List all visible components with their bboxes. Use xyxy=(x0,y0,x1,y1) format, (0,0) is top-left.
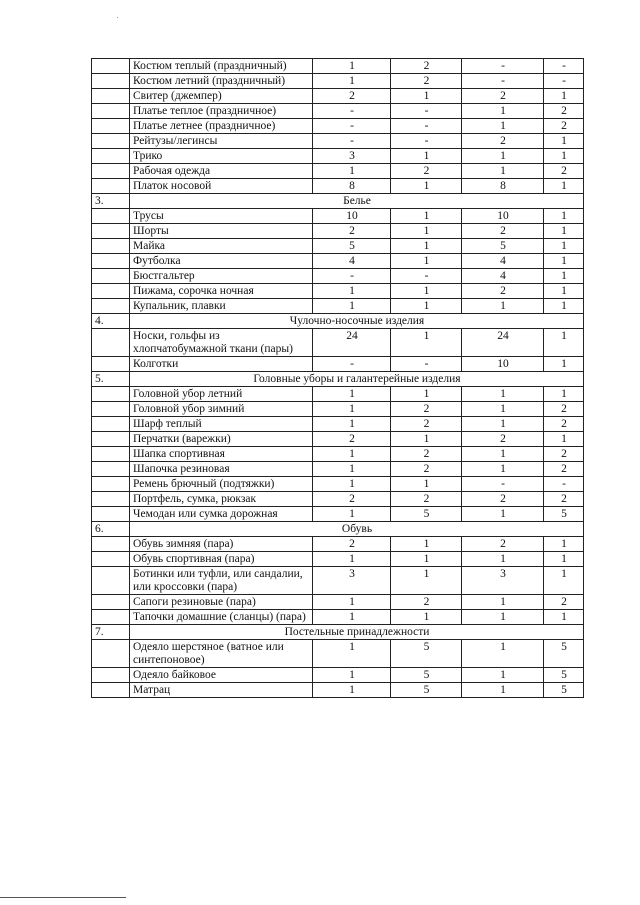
value-cell-3: 1 xyxy=(462,552,544,567)
value-cell-3: 1 xyxy=(462,462,544,477)
section-title: Белье xyxy=(130,194,584,209)
value-cell-1: 1 xyxy=(313,552,391,567)
footnote-separator xyxy=(0,897,126,898)
value-cell-2: 2 xyxy=(391,402,462,417)
row-number-cell xyxy=(92,149,130,164)
value-cell-3: 1 xyxy=(462,387,544,402)
value-cell-3: 1 xyxy=(462,610,544,625)
value-cell-1: 24 xyxy=(313,329,391,357)
value-cell-3: 2 xyxy=(462,224,544,239)
row-number-cell xyxy=(92,179,130,194)
value-cell-1: 1 xyxy=(313,299,391,314)
value-cell-4: 1 xyxy=(544,134,584,149)
row-number-cell xyxy=(92,610,130,625)
value-cell-3: - xyxy=(462,59,544,74)
row-number-cell xyxy=(92,224,130,239)
value-cell-4: 1 xyxy=(544,284,584,299)
table-row xyxy=(92,224,584,239)
value-cell-1: 1 xyxy=(313,164,391,179)
row-number-cell xyxy=(92,254,130,269)
item-name: Пижама, сорочка ночная xyxy=(130,284,313,299)
value-cell-4: 1 xyxy=(544,357,584,372)
section-number: 3. xyxy=(92,194,130,209)
section-number: 7. xyxy=(92,625,130,640)
row-number-cell xyxy=(92,640,130,668)
value-cell-2: 1 xyxy=(391,610,462,625)
item-name: Обувь зимняя (пара) xyxy=(130,537,313,552)
table-row xyxy=(92,149,584,164)
table-row xyxy=(92,134,584,149)
value-cell-4: 1 xyxy=(544,387,584,402)
section-row xyxy=(92,314,584,329)
table-row xyxy=(92,668,584,683)
value-cell-2: 1 xyxy=(391,254,462,269)
value-cell-4: 1 xyxy=(544,149,584,164)
value-cell-3: 2 xyxy=(462,537,544,552)
table-row xyxy=(92,417,584,432)
table-row xyxy=(92,387,584,402)
value-cell-4: 2 xyxy=(544,417,584,432)
value-cell-2: 1 xyxy=(391,329,462,357)
value-cell-4: 5 xyxy=(544,507,584,522)
item-name: Обувь спортивная (пара) xyxy=(130,552,313,567)
section-title: Обувь xyxy=(130,522,584,537)
value-cell-2: 2 xyxy=(391,492,462,507)
value-cell-4: 1 xyxy=(544,269,584,284)
value-cell-3: 1 xyxy=(462,640,544,668)
value-cell-2: 2 xyxy=(391,164,462,179)
value-cell-4: 2 xyxy=(544,164,584,179)
value-cell-3: 1 xyxy=(462,104,544,119)
value-cell-3: 8 xyxy=(462,179,544,194)
value-cell-2: 1 xyxy=(391,284,462,299)
table-row xyxy=(92,357,584,372)
row-number-cell xyxy=(92,209,130,224)
value-cell-2: 1 xyxy=(391,552,462,567)
value-cell-3: 2 xyxy=(462,134,544,149)
item-name: Тапочки домашние (сланцы) (пара) xyxy=(130,610,313,625)
value-cell-2: - xyxy=(391,119,462,134)
table-row xyxy=(92,299,584,314)
value-cell-2: 1 xyxy=(391,179,462,194)
value-cell-1: 2 xyxy=(313,492,391,507)
value-cell-4: 1 xyxy=(544,179,584,194)
value-cell-3: 24 xyxy=(462,329,544,357)
table-row xyxy=(92,640,584,668)
value-cell-3: 4 xyxy=(462,269,544,284)
table-row xyxy=(92,119,584,134)
value-cell-2: 1 xyxy=(391,89,462,104)
item-name: Трико xyxy=(130,149,313,164)
row-number-cell xyxy=(92,387,130,402)
value-cell-1: 5 xyxy=(313,239,391,254)
row-number-cell xyxy=(92,462,130,477)
section-number: 4. xyxy=(92,314,130,329)
value-cell-3: - xyxy=(462,74,544,89)
row-number-cell xyxy=(92,134,130,149)
item-name: Носки, гольфы из хлопчатобумажной ткани (пары) xyxy=(130,329,313,357)
value-cell-3: 1 xyxy=(462,164,544,179)
value-cell-2: - xyxy=(391,104,462,119)
value-cell-4: 1 xyxy=(544,329,584,357)
value-cell-3: 1 xyxy=(462,417,544,432)
table-row xyxy=(92,74,584,89)
table-row xyxy=(92,507,584,522)
value-cell-4: 1 xyxy=(544,610,584,625)
value-cell-4: 1 xyxy=(544,299,584,314)
item-name: Ботинки или туфли, или сандалии, или кроссовки (пара) xyxy=(130,567,313,595)
value-cell-3: 1 xyxy=(462,402,544,417)
row-number-cell xyxy=(92,432,130,447)
value-cell-1: 1 xyxy=(313,74,391,89)
value-cell-3: - xyxy=(462,477,544,492)
value-cell-1: 3 xyxy=(313,149,391,164)
value-cell-1: 1 xyxy=(313,59,391,74)
value-cell-4: 1 xyxy=(544,254,584,269)
table-row xyxy=(92,552,584,567)
value-cell-1: 2 xyxy=(313,224,391,239)
value-cell-4: 2 xyxy=(544,402,584,417)
value-cell-4: 2 xyxy=(544,119,584,134)
section-row xyxy=(92,372,584,387)
value-cell-1: 1 xyxy=(313,284,391,299)
value-cell-4: 1 xyxy=(544,239,584,254)
value-cell-1: 1 xyxy=(313,447,391,462)
table-row xyxy=(92,477,584,492)
table-body xyxy=(92,59,584,698)
scan-speck xyxy=(117,17,118,18)
value-cell-4: 5 xyxy=(544,683,584,698)
value-cell-2: - xyxy=(391,269,462,284)
table-row xyxy=(92,269,584,284)
item-name: Портфель, сумка, рюкзак xyxy=(130,492,313,507)
value-cell-3: 4 xyxy=(462,254,544,269)
table-row xyxy=(92,209,584,224)
row-number-cell xyxy=(92,537,130,552)
value-cell-1: 1 xyxy=(313,417,391,432)
section-number: 6. xyxy=(92,522,130,537)
value-cell-2: 1 xyxy=(391,387,462,402)
row-number-cell xyxy=(92,164,130,179)
section-number: 5. xyxy=(92,372,130,387)
row-number-cell xyxy=(92,402,130,417)
item-name: Сапоги резиновые (пара) xyxy=(130,595,313,610)
value-cell-1: 2 xyxy=(313,89,391,104)
item-name: Шорты xyxy=(130,224,313,239)
section-title: Чулочно-носочные изделия xyxy=(130,314,584,329)
value-cell-3: 1 xyxy=(462,507,544,522)
table-row xyxy=(92,432,584,447)
item-name: Платок носовой xyxy=(130,179,313,194)
value-cell-4: 5 xyxy=(544,668,584,683)
item-name: Костюм теплый (праздничный) xyxy=(130,59,313,74)
item-name: Шапка спортивная xyxy=(130,447,313,462)
value-cell-4: 5 xyxy=(544,640,584,668)
item-name: Чемодан или сумка дорожная xyxy=(130,507,313,522)
value-cell-4: 1 xyxy=(544,567,584,595)
value-cell-2: - xyxy=(391,134,462,149)
table-row xyxy=(92,284,584,299)
value-cell-1: 1 xyxy=(313,683,391,698)
value-cell-3: 1 xyxy=(462,299,544,314)
item-name: Матрац xyxy=(130,683,313,698)
item-name: Трусы xyxy=(130,209,313,224)
value-cell-2: 1 xyxy=(391,432,462,447)
item-name: Бюстгальтер xyxy=(130,269,313,284)
value-cell-3: 2 xyxy=(462,492,544,507)
item-name: Шапочка резиновая xyxy=(130,462,313,477)
row-number-cell xyxy=(92,595,130,610)
value-cell-2: - xyxy=(391,357,462,372)
value-cell-3: 10 xyxy=(462,209,544,224)
item-name: Ремень брючный (подтяжки) xyxy=(130,477,313,492)
value-cell-2: 1 xyxy=(391,299,462,314)
value-cell-3: 2 xyxy=(462,432,544,447)
row-number-cell xyxy=(92,477,130,492)
clothing-norms-table xyxy=(91,58,584,698)
row-number-cell xyxy=(92,683,130,698)
value-cell-2: 2 xyxy=(391,447,462,462)
value-cell-4: 2 xyxy=(544,492,584,507)
value-cell-4: 2 xyxy=(544,447,584,462)
value-cell-1: 2 xyxy=(313,537,391,552)
section-title: Постельные принадлежности xyxy=(130,625,584,640)
item-name: Головной убор летний xyxy=(130,387,313,402)
value-cell-2: 1 xyxy=(391,567,462,595)
table-row xyxy=(92,179,584,194)
item-name: Свитер (джемпер) xyxy=(130,89,313,104)
row-number-cell xyxy=(92,239,130,254)
value-cell-2: 1 xyxy=(391,224,462,239)
table-row xyxy=(92,89,584,104)
value-cell-1: 1 xyxy=(313,387,391,402)
value-cell-4: 1 xyxy=(544,432,584,447)
row-number-cell xyxy=(92,492,130,507)
table-row xyxy=(92,329,584,357)
row-number-cell xyxy=(92,552,130,567)
item-name: Костюм летний (праздничный) xyxy=(130,74,313,89)
value-cell-2: 2 xyxy=(391,59,462,74)
value-cell-3: 1 xyxy=(462,595,544,610)
table-row xyxy=(92,104,584,119)
value-cell-1: 4 xyxy=(313,254,391,269)
value-cell-4: 1 xyxy=(544,552,584,567)
value-cell-3: 1 xyxy=(462,149,544,164)
item-name: Перчатки (варежки) xyxy=(130,432,313,447)
value-cell-1: 1 xyxy=(313,640,391,668)
row-number-cell xyxy=(92,668,130,683)
value-cell-4: 1 xyxy=(544,224,584,239)
item-name: Купальник, плавки xyxy=(130,299,313,314)
value-cell-4: 1 xyxy=(544,89,584,104)
value-cell-4: - xyxy=(544,59,584,74)
item-name: Рейтузы/легинсы xyxy=(130,134,313,149)
value-cell-2: 2 xyxy=(391,74,462,89)
row-number-cell xyxy=(92,507,130,522)
value-cell-1: - xyxy=(313,134,391,149)
value-cell-1: 2 xyxy=(313,432,391,447)
row-number-cell xyxy=(92,417,130,432)
item-name: Головной убор зимний xyxy=(130,402,313,417)
value-cell-1: 1 xyxy=(313,668,391,683)
table-row xyxy=(92,595,584,610)
value-cell-2: 1 xyxy=(391,477,462,492)
value-cell-3: 1 xyxy=(462,447,544,462)
value-cell-4: 2 xyxy=(544,595,584,610)
row-number-cell xyxy=(92,59,130,74)
value-cell-2: 1 xyxy=(391,537,462,552)
item-name: Майка xyxy=(130,239,313,254)
row-number-cell xyxy=(92,329,130,357)
item-name: Платье теплое (праздничное) xyxy=(130,104,313,119)
row-number-cell xyxy=(92,299,130,314)
row-number-cell xyxy=(92,74,130,89)
value-cell-3: 1 xyxy=(462,668,544,683)
value-cell-2: 5 xyxy=(391,640,462,668)
table-row xyxy=(92,164,584,179)
item-name: Футболка xyxy=(130,254,313,269)
row-number-cell xyxy=(92,284,130,299)
section-row xyxy=(92,522,584,537)
table-row xyxy=(92,254,584,269)
value-cell-3: 5 xyxy=(462,239,544,254)
value-cell-4: 2 xyxy=(544,104,584,119)
item-name: Платье летнее (праздничное) xyxy=(130,119,313,134)
value-cell-1: - xyxy=(313,119,391,134)
value-cell-2: 1 xyxy=(391,149,462,164)
value-cell-1: 1 xyxy=(313,595,391,610)
table-row xyxy=(92,610,584,625)
table-row xyxy=(92,683,584,698)
value-cell-1: 1 xyxy=(313,477,391,492)
value-cell-2: 5 xyxy=(391,683,462,698)
value-cell-1: - xyxy=(313,357,391,372)
value-cell-2: 2 xyxy=(391,462,462,477)
item-name: Одеяло байковое xyxy=(130,668,313,683)
value-cell-2: 5 xyxy=(391,668,462,683)
value-cell-1: - xyxy=(313,269,391,284)
item-name: Шарф теплый xyxy=(130,417,313,432)
value-cell-1: 3 xyxy=(313,567,391,595)
table-row xyxy=(92,447,584,462)
value-cell-3: 2 xyxy=(462,89,544,104)
value-cell-2: 2 xyxy=(391,595,462,610)
value-cell-4: 1 xyxy=(544,537,584,552)
table-row xyxy=(92,492,584,507)
value-cell-2: 5 xyxy=(391,507,462,522)
value-cell-4: - xyxy=(544,74,584,89)
section-title: Головные уборы и галантерейные изделия xyxy=(130,372,584,387)
row-number-cell xyxy=(92,357,130,372)
row-number-cell xyxy=(92,119,130,134)
table-row xyxy=(92,239,584,254)
value-cell-2: 1 xyxy=(391,209,462,224)
value-cell-1: 8 xyxy=(313,179,391,194)
value-cell-4: 2 xyxy=(544,462,584,477)
value-cell-1: 1 xyxy=(313,462,391,477)
value-cell-3: 2 xyxy=(462,284,544,299)
row-number-cell xyxy=(92,567,130,595)
value-cell-1: - xyxy=(313,104,391,119)
value-cell-4: 1 xyxy=(544,209,584,224)
value-cell-2: 2 xyxy=(391,417,462,432)
value-cell-3: 10 xyxy=(462,357,544,372)
table-row xyxy=(92,59,584,74)
table-row xyxy=(92,537,584,552)
row-number-cell xyxy=(92,447,130,462)
value-cell-3: 1 xyxy=(462,119,544,134)
row-number-cell xyxy=(92,269,130,284)
value-cell-4: - xyxy=(544,477,584,492)
item-name: Рабочая одежда xyxy=(130,164,313,179)
row-number-cell xyxy=(92,89,130,104)
value-cell-1: 1 xyxy=(313,402,391,417)
value-cell-3: 3 xyxy=(462,567,544,595)
value-cell-3: 1 xyxy=(462,683,544,698)
row-number-cell xyxy=(92,104,130,119)
table-row xyxy=(92,567,584,595)
table-row xyxy=(92,402,584,417)
value-cell-1: 1 xyxy=(313,610,391,625)
value-cell-1: 1 xyxy=(313,507,391,522)
value-cell-1: 10 xyxy=(313,209,391,224)
section-row xyxy=(92,625,584,640)
item-name: Колготки xyxy=(130,357,313,372)
table-row xyxy=(92,462,584,477)
section-row xyxy=(92,194,584,209)
value-cell-2: 1 xyxy=(391,239,462,254)
item-name: Одеяло шерстяное (ватное или синтепоновое) xyxy=(130,640,313,668)
